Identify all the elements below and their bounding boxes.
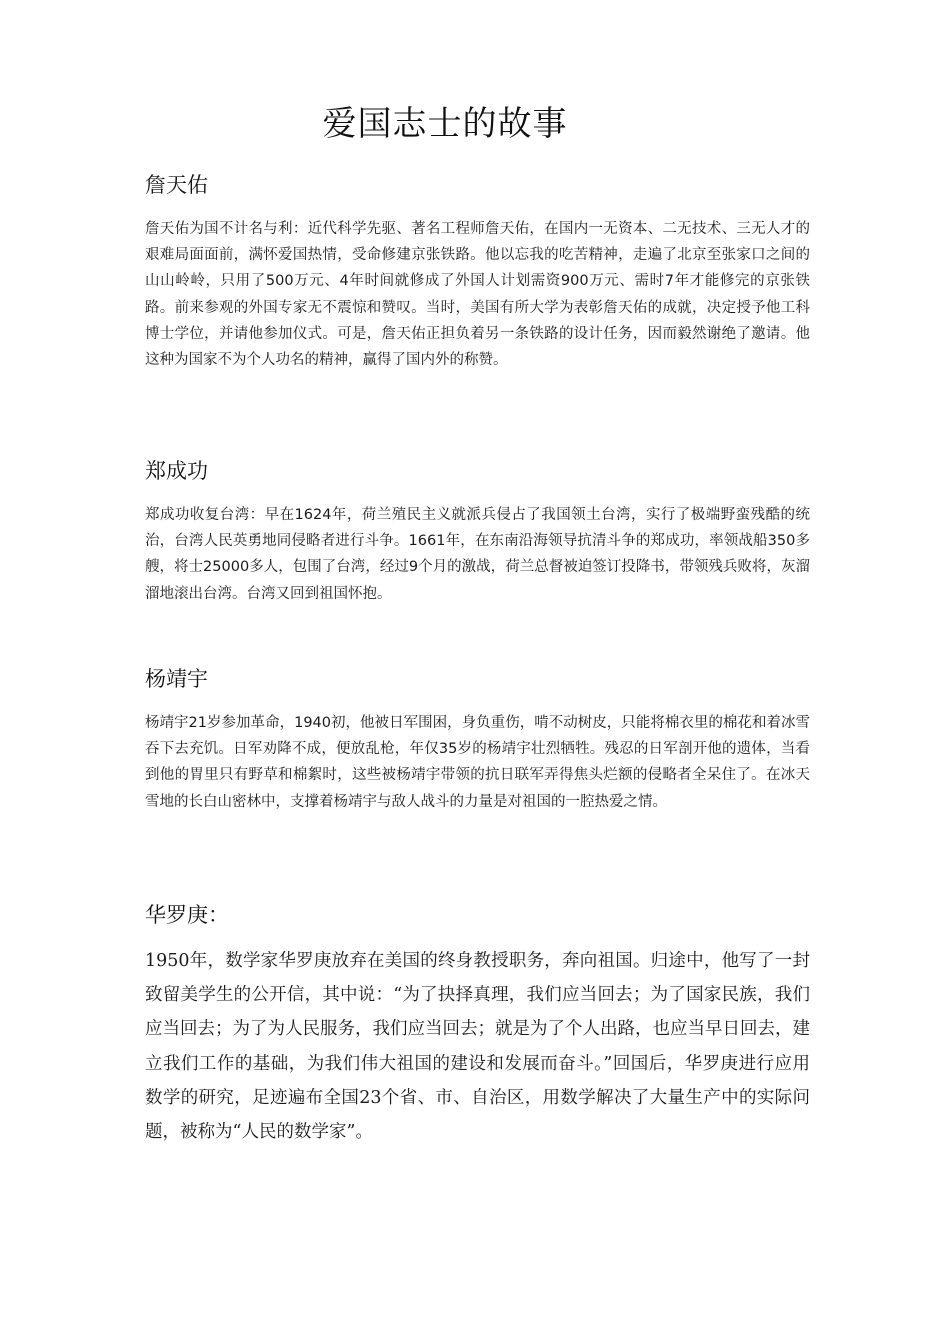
section-heading: 华罗庚： xyxy=(145,903,229,927)
section-zhan-tianyou xyxy=(145,170,810,373)
section-heading: 郑成功 xyxy=(145,459,208,483)
section-zheng-chenggong xyxy=(145,456,810,607)
section-heading: 杨靖宇 xyxy=(145,667,208,691)
section-body: 1950年，数学家华罗庚放弃在美国的终身教授职务，奔向祖国。归途中，他写了一封致留美学生的公开信，其中说：“为了抉择真理，我们应当回去；为了国家民族，我们应当回去；为了为人民服务，我们应当回去；就是为了个人出路，也应当早日回去，建立我们工作的基础，为我们伟大祖国的建设和发展而奋斗。”回国后，华罗庚进行应用数学的研究，足迹遍布全国23个省、市、自治区，用数学解决了大量生产中的实际问题，被称为“人民的数学家”。 xyxy=(145,951,810,1143)
section-heading: 詹天佑 xyxy=(145,173,208,197)
section-body: 郑成功收复台湾：早在1624年，荷兰殖民主义就派兵侵占了我国领土台湾，实行了极端野蛮残酷的统治，台湾人民英勇地同侵略者进行斗争。1661年，在东南沿海领导抗清斗争的郑成功，率领战船350多艘，将士25000多人，包围了台湾，经过9个月的激战，荷兰总督被迫签订投降书，带领残兵败将，灰溜溜地滚出台湾。台湾又回到祖国怀抱。 xyxy=(145,507,810,602)
section-yang-jingyu xyxy=(145,664,810,815)
section-hua-luogeng xyxy=(145,900,810,1149)
page-title: 爱国志士的故事 xyxy=(322,104,568,144)
section-body: 詹天佑为国不计名与利：近代科学先驱、著名工程师詹天佑，在国内一无资本、二无技术、三无人才的艰难局面面前，满怀爱国热情，受命修建京张铁路。他以忘我的吃苦精神，走遍了北京至张家口之间的山山岭岭，只用了500万元、4年时间就修成了外国人计划需资900万元、需时7年才能修完的京张铁路。前来参观的外国专家无不震惊和赞叹。当时，美国有所大学为表彰詹天佑的成就，决定授予他工科博士学位，并请他参加仪式。可是，詹天佑正担负着另一条铁路的设计任务，因而毅然谢绝了邀请。他这种为国家不为个人功名的精神，赢得了国内外的称赞。 xyxy=(145,221,810,369)
section-body: 杨靖宇21岁参加革命，1940初，他被日军围困，身负重伤，啃不动树皮，只能将棉衣里的棉花和着冰雪吞下去充饥。日军劝降不成，便放乱枪，年仅35岁的杨靖宇壮烈牺牲。残忍的日军剖开他的遗体，当看到他的胃里只有野草和棉絮时，这些被杨靖宇带领的抗日联军弄得焦头烂额的侵略者全呆住了。在冰天雪地的长白山密林中，支撑着杨靖宇与敌人战斗的力量是对祖国的一腔热爱之情。 xyxy=(145,715,810,810)
